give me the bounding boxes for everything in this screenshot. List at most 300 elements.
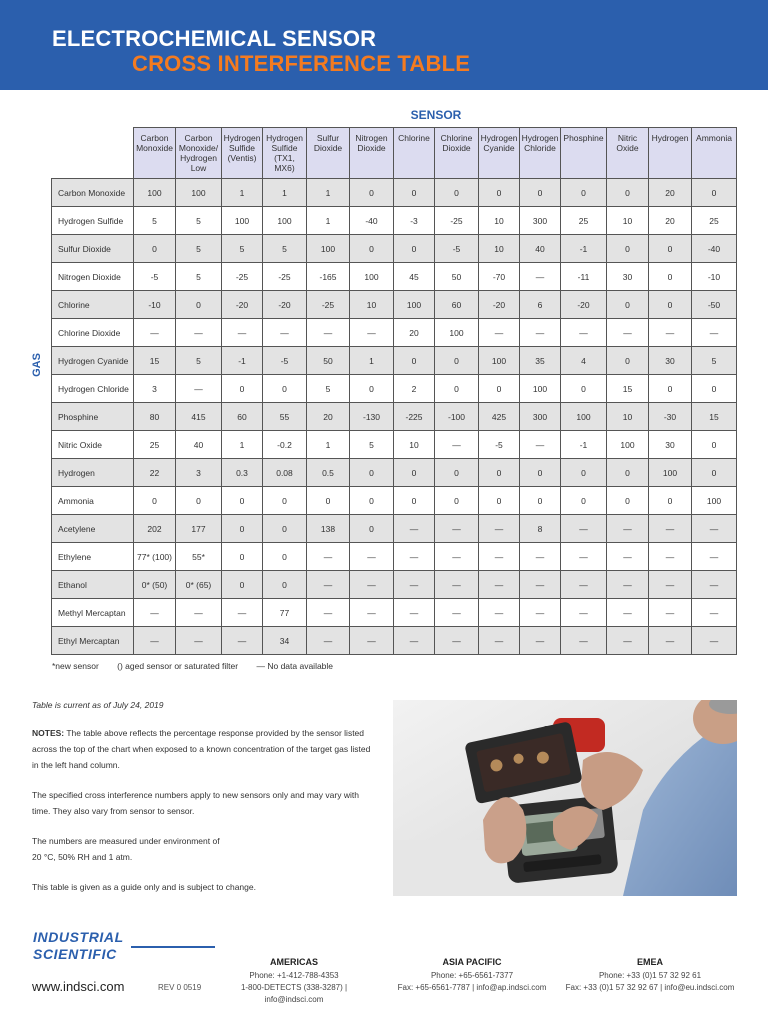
gas-name-cell: Hydrogen: [52, 459, 134, 487]
region-name: AMERICAS: [269, 957, 318, 967]
response-value-cell: 40: [520, 235, 561, 263]
response-value-cell: 0: [607, 347, 649, 375]
response-value-cell: —: [479, 515, 520, 543]
response-value-cell: —: [176, 627, 222, 655]
response-value-cell: -40: [692, 235, 737, 263]
response-value-cell: —: [350, 543, 394, 571]
response-value-cell: 0: [176, 487, 222, 515]
legend-aged-sensor: () aged sensor or saturated filter: [117, 661, 239, 671]
legend-new-sensor: *new sensor: [52, 661, 99, 671]
response-value-cell: —: [307, 599, 350, 627]
response-value-cell: 0: [607, 235, 649, 263]
gas-name-cell: Nitric Oxide: [52, 431, 134, 459]
response-value-cell: —: [307, 543, 350, 571]
response-value-cell: —: [479, 571, 520, 599]
response-value-cell: 138: [307, 515, 350, 543]
response-value-cell: 1: [307, 179, 350, 207]
response-value-cell: 3: [134, 375, 176, 403]
sensor-column-header: Hydrogen Sulfide (TX1, MX6): [263, 128, 307, 179]
response-value-cell: 202: [134, 515, 176, 543]
response-value-cell: -25: [307, 291, 350, 319]
gas-name-cell: Hydrogen Chloride: [52, 375, 134, 403]
table-row: [52, 571, 737, 599]
region-contact[interactable]: 1-800-DETECTS (338-3287) | info@indsci.com: [240, 983, 348, 1004]
response-value-cell: 100: [134, 179, 176, 207]
response-value-cell: -1: [561, 431, 607, 459]
page-subtitle: CROSS INTERFERENCE TABLE: [132, 51, 471, 76]
response-value-cell: 0: [520, 487, 561, 515]
gas-name-cell: Carbon Monoxide: [52, 179, 134, 207]
table-row: [52, 599, 737, 627]
response-value-cell: —: [692, 543, 737, 571]
table-row: [52, 431, 737, 459]
response-value-cell: —: [520, 431, 561, 459]
response-value-cell: 0: [692, 431, 737, 459]
response-value-cell: 20: [394, 319, 435, 347]
sensor-column-header: Hydrogen Chloride: [520, 128, 561, 179]
sensor-axis-label: SENSOR: [410, 108, 462, 122]
response-value-cell: -50: [692, 291, 737, 319]
response-value-cell: 0: [607, 487, 649, 515]
response-value-cell: 0: [263, 543, 307, 571]
response-value-cell: —: [561, 571, 607, 599]
response-value-cell: 100: [649, 459, 692, 487]
response-value-cell: 100: [222, 207, 263, 235]
logo-underline: [131, 946, 215, 948]
response-value-cell: -11: [561, 263, 607, 291]
response-value-cell: 20: [307, 403, 350, 431]
response-value-cell: 0: [435, 459, 479, 487]
legend-no-data: — No data available: [256, 661, 334, 671]
technician-with-detector-image: [393, 700, 737, 896]
notes-paragraph-3-line-2: 20 °C, 50% RH and 1 atm.: [32, 852, 133, 862]
response-value-cell: 0: [561, 375, 607, 403]
response-value-cell: —: [479, 599, 520, 627]
response-value-cell: 20: [649, 179, 692, 207]
response-value-cell: 5: [222, 235, 263, 263]
response-value-cell: 25: [561, 207, 607, 235]
response-value-cell: 0* (65): [176, 571, 222, 599]
response-value-cell: 0: [307, 487, 350, 515]
response-value-cell: —: [649, 627, 692, 655]
notes-label: NOTES:: [32, 728, 65, 738]
response-value-cell: 10: [607, 207, 649, 235]
response-value-cell: 300: [520, 403, 561, 431]
response-value-cell: 0: [350, 179, 394, 207]
response-value-cell: -20: [479, 291, 520, 319]
response-value-cell: 0: [649, 291, 692, 319]
response-value-cell: 5: [307, 375, 350, 403]
response-value-cell: 100: [435, 319, 479, 347]
response-value-cell: —: [607, 543, 649, 571]
response-value-cell: 0: [350, 515, 394, 543]
response-value-cell: —: [649, 515, 692, 543]
response-value-cell: 0: [520, 179, 561, 207]
response-value-cell: 34: [263, 627, 307, 655]
response-value-cell: 25: [134, 431, 176, 459]
response-value-cell: -165: [307, 263, 350, 291]
region-emea: [565, 956, 735, 994]
response-value-cell: —: [394, 543, 435, 571]
response-value-cell: —: [520, 627, 561, 655]
cross-interference-table: [51, 127, 737, 655]
notes-text: The table above reflects the percentage response provided by the sensor listed across the top of the chart when exposed to a known concentration of the target gas listed in the left hand column.: [32, 728, 371, 770]
response-value-cell: -0.2: [263, 431, 307, 459]
response-value-cell: 0: [649, 235, 692, 263]
response-value-cell: 3: [176, 459, 222, 487]
response-value-cell: 0: [350, 235, 394, 263]
response-value-cell: 425: [479, 403, 520, 431]
response-value-cell: —: [479, 319, 520, 347]
response-value-cell: 0: [222, 375, 263, 403]
response-value-cell: 5: [176, 235, 222, 263]
response-value-cell: 0: [222, 543, 263, 571]
response-value-cell: —: [520, 263, 561, 291]
response-value-cell: 0: [394, 487, 435, 515]
response-value-cell: -1: [222, 347, 263, 375]
response-value-cell: —: [394, 627, 435, 655]
current-as-of: Table is current as of July 24, 2019: [32, 700, 164, 710]
gas-name-cell: Ethylene: [52, 543, 134, 571]
response-value-cell: 1: [307, 431, 350, 459]
response-value-cell: 0: [435, 347, 479, 375]
response-value-cell: —: [607, 627, 649, 655]
website-link[interactable]: www.indsci.com: [32, 979, 125, 994]
response-value-cell: 0: [435, 375, 479, 403]
response-value-cell: 0: [561, 179, 607, 207]
region-phone: Phone: +65-6561-7377: [430, 971, 514, 980]
response-value-cell: 1: [350, 347, 394, 375]
response-value-cell: 25: [692, 207, 737, 235]
response-value-cell: 6: [520, 291, 561, 319]
response-value-cell: —: [520, 543, 561, 571]
response-value-cell: -130: [350, 403, 394, 431]
response-value-cell: 2: [394, 375, 435, 403]
sensor-header-row: [52, 128, 737, 179]
logo-text-line-1: INDUSTRIAL: [33, 929, 124, 945]
response-value-cell: —: [222, 319, 263, 347]
response-value-cell: -20: [561, 291, 607, 319]
response-value-cell: 0.3: [222, 459, 263, 487]
response-value-cell: —: [435, 571, 479, 599]
response-value-cell: 0: [134, 235, 176, 263]
response-value-cell: —: [435, 543, 479, 571]
response-value-cell: —: [350, 599, 394, 627]
response-value-cell: 60: [435, 291, 479, 319]
sensor-column-header: Nitrogen Dioxide: [350, 128, 394, 179]
response-value-cell: —: [222, 599, 263, 627]
response-value-cell: 0: [479, 459, 520, 487]
gas-name-cell: Hydrogen Cyanide: [52, 347, 134, 375]
response-value-cell: 0: [649, 487, 692, 515]
response-value-cell: 5: [263, 235, 307, 263]
response-value-cell: -40: [350, 207, 394, 235]
region-phone: Phone: +1-412-788-4353: [249, 971, 339, 980]
region-americas: [212, 956, 376, 1006]
table-row: [52, 235, 737, 263]
sensor-column-header: Nitric Oxide: [607, 128, 649, 179]
sensor-column-header: Carbon Monoxide/ Hydrogen Low: [176, 128, 222, 179]
response-value-cell: 5: [350, 431, 394, 459]
response-value-cell: 0: [350, 459, 394, 487]
response-value-cell: 415: [176, 403, 222, 431]
gas-name-cell: Ammonia: [52, 487, 134, 515]
table-row: [52, 179, 737, 207]
gas-name-cell: Methyl Mercaptan: [52, 599, 134, 627]
response-value-cell: -100: [435, 403, 479, 431]
response-value-cell: 0: [479, 487, 520, 515]
table-row: [52, 291, 737, 319]
gas-detector-photo: [393, 700, 737, 896]
table-row: [52, 263, 737, 291]
response-value-cell: —: [479, 627, 520, 655]
table-row: [52, 487, 737, 515]
response-value-cell: 100: [307, 235, 350, 263]
table-row: [52, 375, 737, 403]
response-value-cell: 35: [520, 347, 561, 375]
notes-paragraph-4: This table is given as a guide only and is subject to change.: [32, 882, 256, 892]
response-value-cell: 1: [263, 179, 307, 207]
response-value-cell: 15: [692, 403, 737, 431]
table-row: [52, 627, 737, 655]
response-value-cell: 0: [561, 487, 607, 515]
response-value-cell: 0: [350, 375, 394, 403]
response-value-cell: 1: [222, 179, 263, 207]
gas-name-cell: Nitrogen Dioxide: [52, 263, 134, 291]
response-value-cell: 5: [176, 207, 222, 235]
sensor-column-header: Sulfur Dioxide: [307, 128, 350, 179]
response-value-cell: —: [520, 599, 561, 627]
response-value-cell: 0: [435, 487, 479, 515]
response-value-cell: 20: [649, 207, 692, 235]
gas-axis-label: GAS: [31, 353, 43, 377]
response-value-cell: 100: [479, 347, 520, 375]
response-value-cell: 0: [394, 179, 435, 207]
response-value-cell: 10: [350, 291, 394, 319]
response-value-cell: 100: [350, 263, 394, 291]
response-value-cell: 0: [649, 263, 692, 291]
response-value-cell: —: [307, 319, 350, 347]
response-value-cell: 0: [692, 459, 737, 487]
response-value-cell: 55: [263, 403, 307, 431]
response-value-cell: 100: [520, 375, 561, 403]
response-value-cell: —: [561, 543, 607, 571]
response-value-cell: 0: [222, 571, 263, 599]
gas-name-cell: Phosphine: [52, 403, 134, 431]
response-value-cell: —: [607, 319, 649, 347]
response-value-cell: —: [561, 515, 607, 543]
response-value-cell: 0: [479, 375, 520, 403]
response-value-cell: 0: [350, 487, 394, 515]
response-value-cell: 50: [435, 263, 479, 291]
response-value-cell: —: [692, 571, 737, 599]
response-value-cell: 0: [649, 375, 692, 403]
response-value-cell: —: [649, 543, 692, 571]
response-value-cell: 0: [394, 347, 435, 375]
response-value-cell: 22: [134, 459, 176, 487]
sensor-column-header: Phosphine: [561, 128, 607, 179]
response-value-cell: —: [435, 627, 479, 655]
sensor-column-header: Ammonia: [692, 128, 737, 179]
response-value-cell: 0: [692, 179, 737, 207]
table-row: [52, 207, 737, 235]
response-value-cell: —: [435, 431, 479, 459]
gas-rows: [52, 179, 737, 655]
response-value-cell: 100: [607, 431, 649, 459]
response-value-cell: 10: [479, 235, 520, 263]
response-value-cell: —: [649, 599, 692, 627]
response-value-cell: -5: [479, 431, 520, 459]
gas-name-cell: Hydrogen Sulfide: [52, 207, 134, 235]
gas-name-cell: Acetylene: [52, 515, 134, 543]
response-value-cell: 10: [394, 431, 435, 459]
response-value-cell: 0: [263, 375, 307, 403]
response-value-cell: —: [692, 515, 737, 543]
response-value-cell: 15: [607, 375, 649, 403]
response-value-cell: 0: [520, 459, 561, 487]
sensor-column-header: Hydrogen: [649, 128, 692, 179]
response-value-cell: —: [649, 319, 692, 347]
response-value-cell: —: [176, 599, 222, 627]
response-value-cell: —: [134, 599, 176, 627]
table-row: [52, 403, 737, 431]
response-value-cell: 5: [176, 263, 222, 291]
response-value-cell: 1: [222, 431, 263, 459]
response-value-cell: 45: [394, 263, 435, 291]
response-value-cell: 0: [435, 179, 479, 207]
response-value-cell: 0: [394, 459, 435, 487]
gas-name-cell: Ethanol: [52, 571, 134, 599]
response-value-cell: 30: [607, 263, 649, 291]
response-value-cell: 4: [561, 347, 607, 375]
response-value-cell: —: [479, 543, 520, 571]
region-asia-pacific: [386, 956, 558, 994]
region-name: ASIA PACIFIC: [442, 957, 502, 967]
page-title: ELECTROCHEMICAL SENSOR: [52, 26, 377, 51]
response-value-cell: -5: [134, 263, 176, 291]
response-value-cell: 0: [692, 375, 737, 403]
response-value-cell: 60: [222, 403, 263, 431]
response-value-cell: —: [649, 571, 692, 599]
notes-paragraph-3: [32, 833, 372, 865]
response-value-cell: —: [692, 319, 737, 347]
response-value-cell: 30: [649, 431, 692, 459]
response-value-cell: 0: [561, 459, 607, 487]
header-band: [0, 0, 768, 90]
region-contact[interactable]: Fax: +65-6561-7787 | info@ap.indsci.com: [397, 983, 547, 992]
response-value-cell: —: [394, 599, 435, 627]
response-value-cell: -30: [649, 403, 692, 431]
response-value-cell: 0: [607, 291, 649, 319]
response-value-cell: 15: [134, 347, 176, 375]
response-value-cell: 0: [263, 571, 307, 599]
response-value-cell: 0.5: [307, 459, 350, 487]
response-value-cell: —: [561, 319, 607, 347]
response-value-cell: 40: [176, 431, 222, 459]
response-value-cell: —: [134, 627, 176, 655]
table-row: [52, 319, 737, 347]
response-value-cell: —: [561, 599, 607, 627]
logo-text-line-2: SCIENTIFIC: [33, 946, 117, 962]
notes-paragraph-3-line-1: The numbers are measured under environment of: [32, 836, 220, 846]
response-value-cell: -20: [263, 291, 307, 319]
response-value-cell: —: [134, 319, 176, 347]
gas-name-cell: Chlorine Dioxide: [52, 319, 134, 347]
table-legend: [52, 661, 349, 671]
response-value-cell: 0: [134, 487, 176, 515]
response-value-cell: -20: [222, 291, 263, 319]
response-value-cell: 5: [176, 347, 222, 375]
table-row: [52, 347, 737, 375]
response-value-cell: -25: [222, 263, 263, 291]
revision-code: REV 0 0519: [158, 983, 202, 992]
region-contact[interactable]: Fax: +33 (0)1 57 32 92 67 | info@eu.indsci.com: [565, 983, 735, 992]
response-value-cell: —: [176, 319, 222, 347]
response-value-cell: —: [394, 571, 435, 599]
response-value-cell: -1: [561, 235, 607, 263]
response-value-cell: 177: [176, 515, 222, 543]
response-value-cell: 100: [394, 291, 435, 319]
response-value-cell: —: [520, 319, 561, 347]
response-value-cell: 100: [561, 403, 607, 431]
response-value-cell: —: [350, 319, 394, 347]
table-row: [52, 459, 737, 487]
region-name: EMEA: [636, 957, 663, 967]
response-value-cell: —: [222, 627, 263, 655]
response-value-cell: 100: [176, 179, 222, 207]
region-phone: Phone: +33 (0)1 57 32 92 61: [598, 971, 702, 980]
response-value-cell: —: [176, 375, 222, 403]
response-value-cell: 50: [307, 347, 350, 375]
response-value-cell: —: [561, 627, 607, 655]
response-value-cell: 300: [520, 207, 561, 235]
response-value-cell: 0: [222, 487, 263, 515]
response-value-cell: —: [692, 599, 737, 627]
response-value-cell: -3: [394, 207, 435, 235]
sensor-column-header: Chlorine: [394, 128, 435, 179]
response-value-cell: 77: [263, 599, 307, 627]
response-value-cell: -225: [394, 403, 435, 431]
response-value-cell: —: [607, 599, 649, 627]
sensor-column-header: Hydrogen Sulfide (Ventis): [222, 128, 263, 179]
response-value-cell: 0: [263, 515, 307, 543]
response-value-cell: 0: [263, 487, 307, 515]
response-value-cell: —: [607, 571, 649, 599]
response-value-cell: -10: [134, 291, 176, 319]
response-value-cell: —: [607, 515, 649, 543]
gas-name-cell: Sulfur Dioxide: [52, 235, 134, 263]
response-value-cell: -25: [435, 207, 479, 235]
response-value-cell: 8: [520, 515, 561, 543]
response-value-cell: —: [435, 599, 479, 627]
response-value-cell: 0: [176, 291, 222, 319]
response-value-cell: -25: [263, 263, 307, 291]
sensor-column-header: Carbon Monoxide: [134, 128, 176, 179]
notes-paragraph: [32, 725, 372, 773]
response-value-cell: —: [350, 627, 394, 655]
response-value-cell: 80: [134, 403, 176, 431]
response-value-cell: 0: [394, 235, 435, 263]
response-value-cell: 100: [263, 207, 307, 235]
notes-paragraph-2: The specified cross interference numbers apply to new sensors only and may vary with time. They also vary from sensor to sensor.: [32, 790, 359, 816]
response-value-cell: 30: [649, 347, 692, 375]
gas-name-cell: Chlorine: [52, 291, 134, 319]
response-value-cell: —: [307, 627, 350, 655]
response-value-cell: 5: [692, 347, 737, 375]
response-value-cell: -5: [435, 235, 479, 263]
response-value-cell: —: [394, 515, 435, 543]
response-value-cell: -10: [692, 263, 737, 291]
